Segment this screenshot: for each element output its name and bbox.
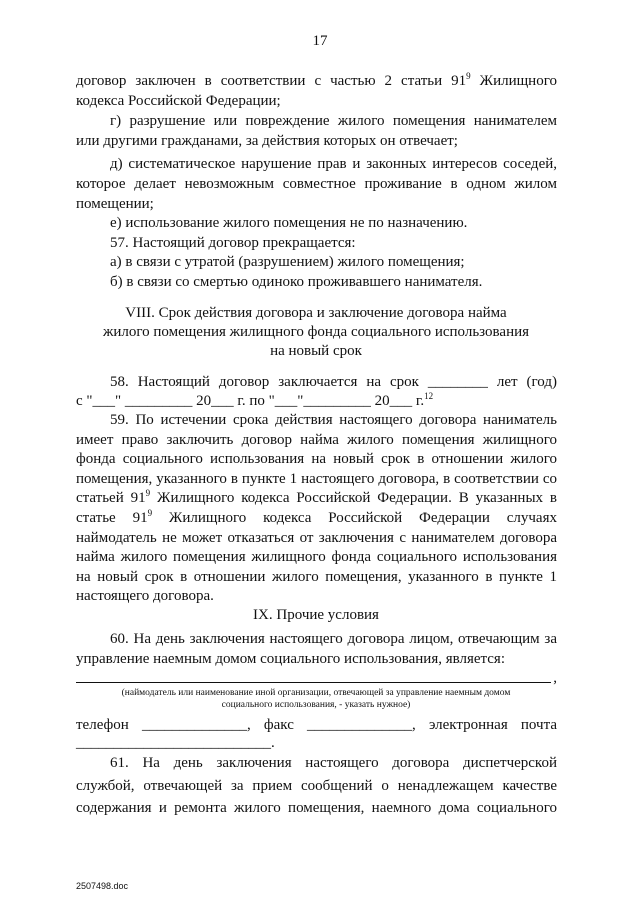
section-heading-8: на новый срок [270, 343, 362, 359]
text-line: найма жилого помещения жилищного фонда социального использования [76, 549, 557, 565]
file-name-footer: 2507498.doc [76, 881, 129, 891]
list-item-d: д) систематическое нарушение прав и законных интересов соседей, [110, 156, 557, 172]
fill-caption: социального использования, - указать нужное) [221, 700, 411, 710]
text-line: управление наемным домом социального использования, является: [76, 651, 506, 667]
text-line: кодекса Российской Федерации; [76, 93, 281, 109]
clause-57: 57. Настоящий договор прекращается: [110, 235, 356, 251]
text-line: на новый срок в отношении жилого помещения, указанного в пункте 1 [76, 569, 557, 585]
text-line: службой, отвечающей за прием сообщений о ненадлежащем качестве [76, 778, 557, 794]
section-heading-8: VIII. Срок действия договора и заключение договора найма [125, 305, 507, 321]
organization-fill-line[interactable] [76, 667, 557, 686]
text-line: или другими гражданами, за действия которых он отвечает; [76, 133, 458, 149]
clause-61: 61. На день заключения настоящего договора диспетчерской [110, 755, 557, 771]
list-item-e: е) использование жилого помещения не по назначению. [110, 215, 468, 231]
section-heading-8: жилого помещения жилищного фонда социального использования [102, 324, 530, 340]
text-line: наймодатель не может отказаться от заключения с нанимателем договора [76, 530, 557, 546]
text-line: которое делает невозможным совместное проживание в одном жилом [76, 176, 557, 192]
text-line: имеет право заключить договор найма жилого помещения жилищного [76, 432, 557, 448]
text-line: статьей $91^9$ Жилищного кодекса Российской Федерации. В указанных в [76, 488, 558, 506]
text-line: содержания и ремонта жилого помещения, наемного дома социального [76, 800, 557, 816]
fill-caption: (наймодатель или наименование иной организации, отвечающей за управление наемным домом [121, 688, 511, 698]
clause-60: 60. На день заключения настоящего договора лицом, отвечающим за [110, 631, 557, 647]
contact-line: телефон ______________, факс ______________, электронная почта [76, 717, 557, 733]
text-line: настоящего договора. [76, 588, 214, 604]
text-line: помещении; [76, 196, 154, 212]
text-line: помещения, указанного в пункте 1 настоящего договора, в соответствии со [76, 471, 557, 487]
clause-59: 59. По истечении срока действия настоящего договора наниматель [110, 412, 557, 428]
list-item-b: б) в связи со смертью одиноко проживавшего нанимателя. [110, 274, 483, 290]
text-line: договор заключен в соответствии с частью 2 статьи $91^9$ Жилищного [76, 71, 557, 89]
list-item-a: а) в связи с утратой (разрушением) жилого помещения; [110, 254, 465, 270]
fill-rule [76, 682, 551, 683]
text-line: фонда социального использования на новый срок в отношении жилого [76, 451, 557, 467]
fill-comma: , [553, 670, 557, 686]
email-line: __________________________. [76, 735, 275, 751]
clause-58: 58. Настоящий договор заключается на срок ________ лет (год) [110, 374, 557, 390]
section-heading-9: IX. Прочие условия [253, 607, 379, 623]
page-number: 17 [312, 33, 328, 49]
text-line: статье $91^9$ Жилищного кодекса Российской Федерации случаях [76, 508, 557, 526]
list-item-g: г) разрушение или повреждение жилого помещения нанимателем [110, 113, 557, 129]
clause-58-dates: с "___" _________ 20___ г. по "___"_________ 20___ г.$^{12}$ [76, 391, 434, 409]
